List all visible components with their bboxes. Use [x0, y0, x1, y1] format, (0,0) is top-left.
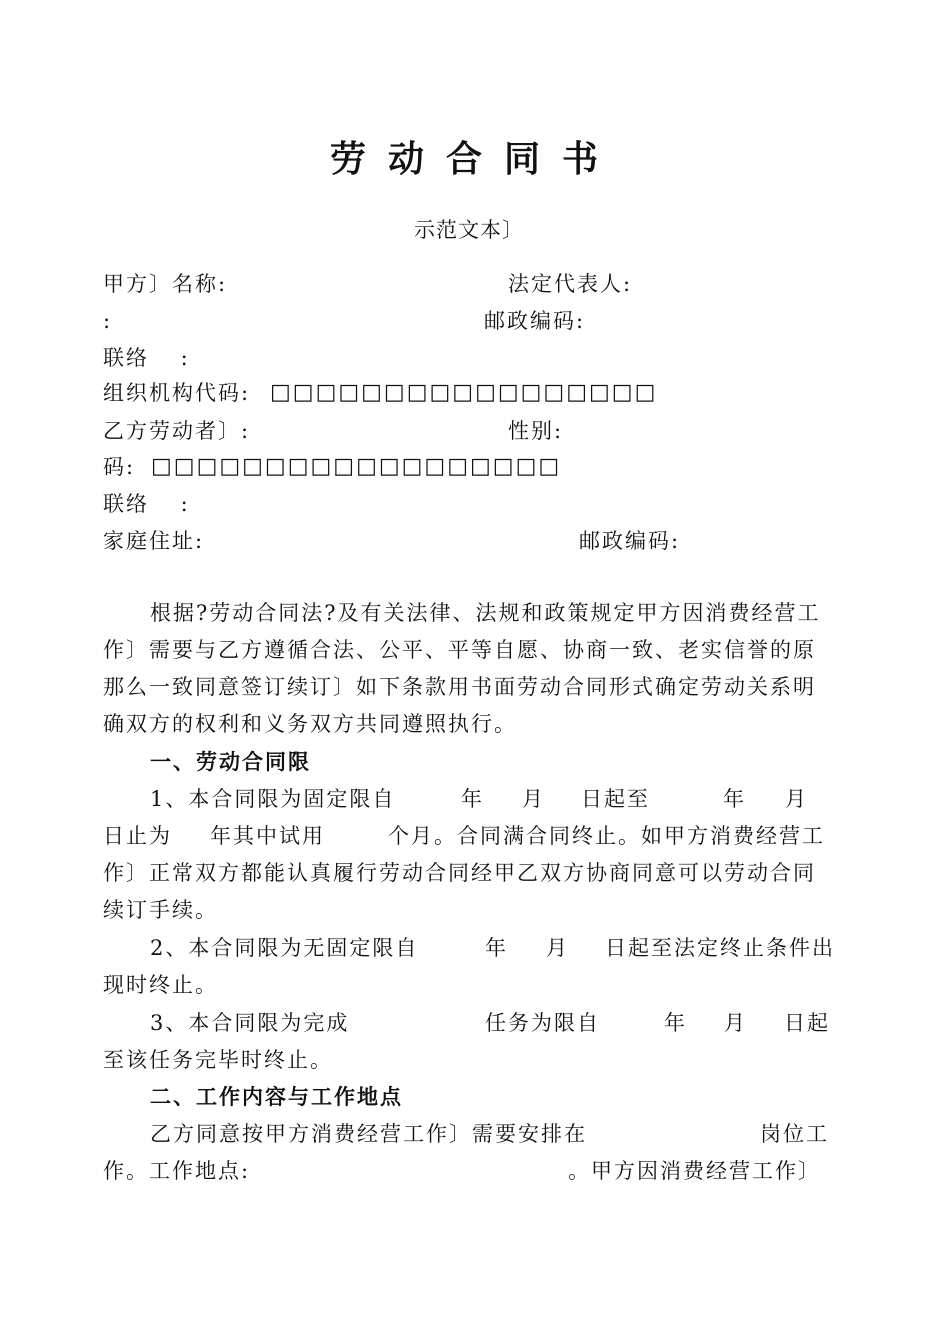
party-a-address-label: :: [103, 309, 113, 333]
section-1-item-1-line-3: 作〕正常双方都能认真履行劳动合同经甲乙双方协商同意可以劳动合同: [103, 861, 816, 885]
item-3-text-b: 任务为限自: [485, 1011, 600, 1035]
item-1-month-2: 月: [785, 787, 808, 811]
section-2-line-1: [150, 1118, 829, 1150]
party-b-name-label: 乙方劳动者〕:: [103, 419, 251, 443]
item-2-year: 年: [485, 936, 508, 960]
item-1-month-1: 月: [522, 787, 545, 811]
party-b-home-label: 家庭住址:: [103, 529, 205, 553]
item-3-text-a: 3、本合同限为完成: [150, 1011, 350, 1035]
party-a-org-code-label: 组织机构代码:: [103, 381, 251, 405]
party-b-contact-label: 联络 :: [103, 492, 190, 516]
party-b-zip-label: 邮政编码:: [579, 529, 681, 553]
item-3-month: 月: [724, 1011, 747, 1035]
intro-line-2: 作〕需要与乙方遵循合法、公平、平等自愿、协商一致、老实信誉的原: [103, 638, 816, 662]
party-b-id-boxes: □□□□□□□□□□□□□□□□□□: [151, 454, 562, 479]
item-1-line2-a: 日止为: [103, 824, 172, 848]
party-a-contact-line: [103, 342, 190, 374]
party-b-home-line: [103, 525, 681, 557]
item-1-line2-b: 年其中试用: [210, 824, 325, 848]
party-a-name-label: 甲方〕名称:: [103, 272, 228, 296]
party-b-contact-line: [103, 488, 190, 520]
party-b-name-line: [103, 415, 564, 447]
section-1-item-3-line-1: [150, 1007, 830, 1039]
party-a-org-code-boxes: □□□□□□□□□□□□□□□□□: [270, 380, 658, 405]
item-1-line2-c: 个月。合同满合同终止。如甲方消费经营工: [388, 824, 825, 848]
item-2-text-a: 2、本合同限为无固定限自: [150, 936, 419, 960]
party-b-id-line: [103, 451, 562, 483]
item-3-year: 年: [664, 1011, 687, 1035]
party-a-rep-label: 法定代表人:: [508, 272, 633, 296]
party-a-org-code-line: [103, 377, 658, 409]
section-1-item-1-line-2: [103, 820, 825, 852]
section-1-item-1-line-1: [150, 783, 808, 815]
section-1-heading: 一、劳动合同限: [150, 750, 311, 774]
section-2-line-2-a: 作。工作地点:: [103, 1159, 251, 1183]
section-2-heading: 二、工作内容与工作地点: [150, 1085, 403, 1109]
section-1-item-3-line-2: 至该任务完毕时终止。: [103, 1048, 333, 1072]
section-2-line-1-b: 岗位工: [760, 1122, 829, 1146]
party-a-name-line: [103, 268, 633, 300]
party-a-contact-label: 联络 :: [103, 346, 190, 370]
party-a-address-line: [103, 305, 586, 337]
intro-line-1: 根据?劳动合同法?及有关法律、法规和政策规定甲方因消费经营工: [150, 601, 821, 625]
item-1-year-1: 年: [461, 787, 484, 811]
section-2-line-2-b: 。甲方因消费经营工作〕: [568, 1159, 821, 1183]
section-2-line-1-a: 乙方同意按甲方消费经营工作〕需要安排在: [150, 1122, 587, 1146]
intro-line-4: 确双方的权利和义务双方共同遵照执行。: [103, 712, 517, 736]
section-1-item-2-line-2: 现时终止。: [103, 973, 218, 997]
item-2-text-d: 日起至法定终止条件出: [605, 936, 835, 960]
item-1-year-2: 年: [723, 787, 746, 811]
party-b-gender-label: 性别:: [508, 419, 564, 443]
document-subtitle: 示范文本〕: [414, 218, 524, 242]
item-3-text-e: 日起: [784, 1011, 830, 1035]
item-1-text-d: 日起至: [581, 787, 650, 811]
section-1-item-2-line-1: [150, 932, 835, 964]
party-a-zip-label: 邮政编码:: [484, 309, 586, 333]
section-1-item-1-line-4: 续订手续。: [103, 898, 218, 922]
section-2-line-2: [103, 1155, 821, 1187]
document-title: 劳动合同书: [329, 139, 620, 180]
item-2-month: 月: [546, 936, 569, 960]
intro-line-3: 那么一致同意签订续订〕如下条款用书面劳动合同形式确定劳动关系明: [103, 675, 816, 699]
party-b-id-label: 码:: [103, 455, 136, 479]
item-1-text-a: 1、本合同限为固定限自: [150, 787, 396, 811]
